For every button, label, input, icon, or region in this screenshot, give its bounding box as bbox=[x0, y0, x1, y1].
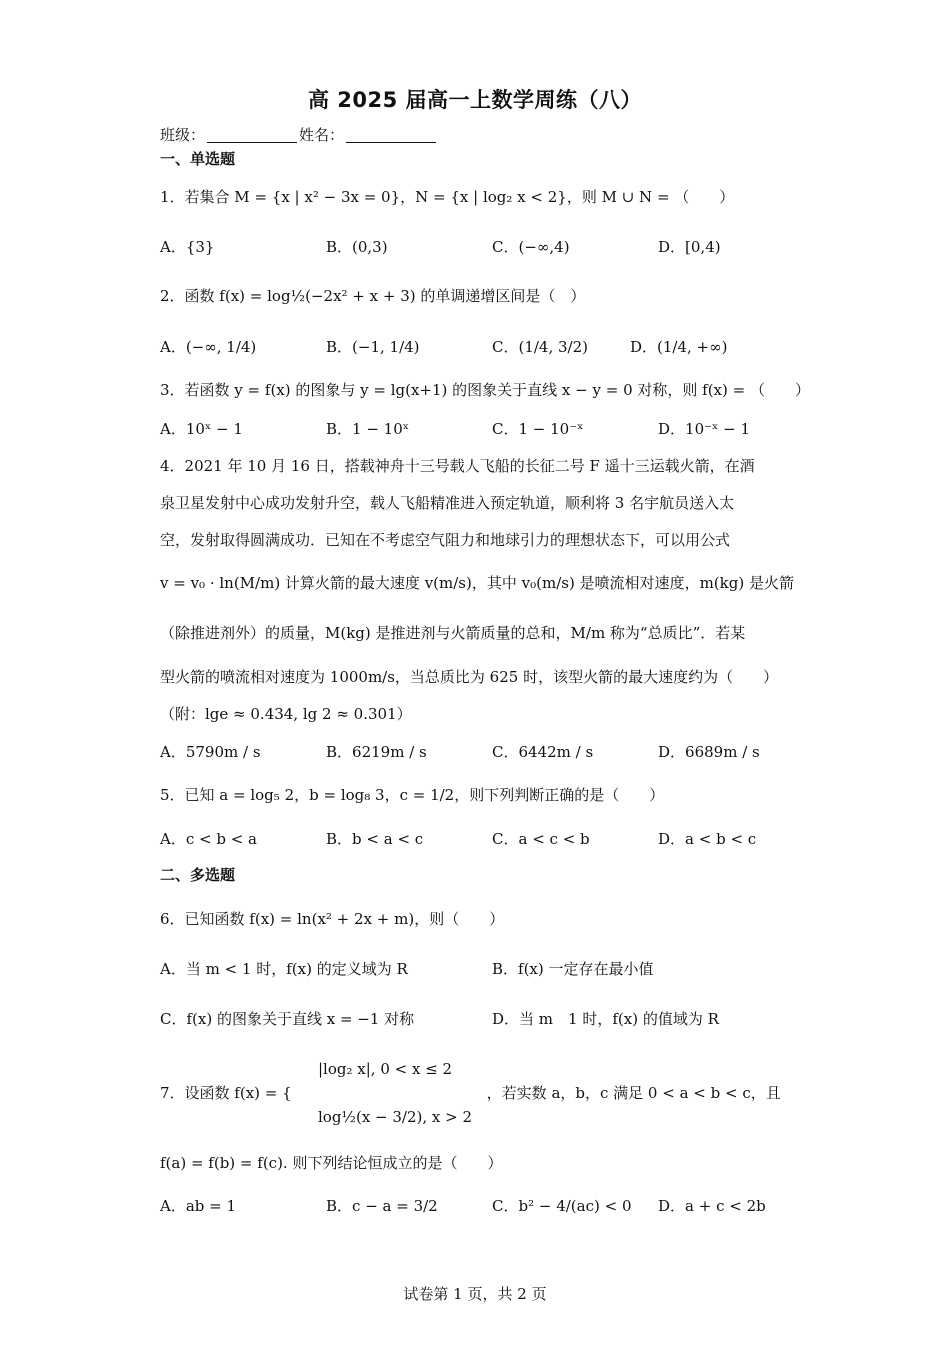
q5-option-c: C．a < c < b bbox=[492, 830, 590, 848]
q1-option-a: A．{3} bbox=[160, 238, 215, 256]
q7-option-d: D．a + c < 2b bbox=[658, 1197, 766, 1215]
q2-stem: 2．函数 f(x) = log½(−2x² + x + 3) 的单调递增区间是（ ） bbox=[160, 287, 586, 305]
q2-option-b: B．(−1, 1/4) bbox=[326, 338, 420, 356]
q4-line-4: v = v₀ · ln(M/m) 计算火箭的最大速度 v(m/s)，其中 v₀(m/s) 是喷流相对速度，m(kg) 是火箭 bbox=[160, 574, 794, 592]
q1-option-d: D．[0,4) bbox=[658, 238, 721, 256]
name-blank bbox=[346, 126, 436, 143]
q3-option-d: D．10⁻ˣ − 1 bbox=[658, 420, 751, 438]
section-single-choice: 一、单选题 bbox=[160, 150, 236, 168]
q7-stem: 7．设函数 f(x) = { ，若实数 a，b，c 满足 0 < a < b < c，且 bbox=[160, 1084, 781, 1102]
q4-line-7: （附：lge ≈ 0.434, lg 2 ≈ 0.301） bbox=[160, 705, 412, 723]
q4-line-5: （除推进剂外）的质量，M(kg) 是推进剂与火箭质量的总和，M/m 称为“总质比”．若某 bbox=[160, 624, 746, 642]
q6-option-c: C．f(x) 的图象关于直线 x = −1 对称 bbox=[160, 1010, 415, 1028]
q4-line-1: 4．2021 年 10 月 16 日，搭载神舟十三号载人飞船的长征二号 F 遥十三运载火箭，在酒 bbox=[160, 457, 755, 475]
name-label: 姓名： bbox=[299, 126, 345, 144]
q6-option-b: B．f(x) 一定存在最小值 bbox=[492, 960, 654, 978]
q5-option-b: B．b < a < c bbox=[326, 830, 424, 848]
q1-option-b: B．(0,3) bbox=[326, 238, 388, 256]
section-multi-choice: 二、多选题 bbox=[160, 866, 236, 884]
q7-option-c: C．b² − 4/(ac) < 0 bbox=[492, 1197, 632, 1215]
class-blank bbox=[207, 126, 297, 143]
q7-option-a: A．ab = 1 bbox=[160, 1197, 237, 1215]
q6-stem: 6．已知函数 f(x) = ln(x² + 2x + m)，则（ ） bbox=[160, 910, 505, 928]
q4-line-3: 空，发射取得圆满成功．已知在不考虑空气阻力和地球引力的理想状态下，可以用公式 bbox=[160, 531, 731, 549]
page-title: 高 2025 届高一上数学周练（八） bbox=[307, 88, 643, 112]
student-info bbox=[160, 124, 438, 146]
q2-option-c: C．(1/4, 3/2) bbox=[492, 338, 588, 356]
q1-stem: 1．若集合 M = {x | x² − 3x = 0}，N = {x | log₂ x < 2}，则 M ∪ N = （ ） bbox=[160, 188, 735, 206]
q7-piece-1: |log₂ x|, 0 < x ≤ 2 bbox=[318, 1060, 453, 1078]
q4-option-b: B．6219m / s bbox=[326, 743, 427, 761]
q4-option-c: C．6442m / s bbox=[492, 743, 594, 761]
q4-option-d: D．6689m / s bbox=[658, 743, 760, 761]
q7-stem-line-2: f(a) = f(b) = f(c). 则下列结论恒成立的是（ ） bbox=[160, 1154, 503, 1172]
q3-option-c: C．1 − 10⁻ˣ bbox=[492, 420, 584, 438]
page-footer: 试卷第 1 页，共 2 页 bbox=[403, 1285, 547, 1303]
q5-stem: 5．已知 a = log₅ 2，b = log₈ 3，c = 1/2，则下列判断正确的是（ ） bbox=[160, 786, 665, 804]
q4-line-6: 型火箭的喷流相对速度为 1000m/s，当总质比为 625 时，该型火箭的最大速度约为（ ） bbox=[160, 668, 779, 686]
q6-option-a: A．当 m < 1 时，f(x) 的定义域为 R bbox=[160, 960, 408, 978]
q6-option-d: D．当 m 1 时，f(x) 的值域为 R bbox=[492, 1010, 719, 1028]
class-label: 班级： bbox=[160, 126, 206, 144]
q3-option-a: A．10ˣ − 1 bbox=[160, 420, 243, 438]
q7-piece-2: log½(x − 3/2), x > 2 bbox=[318, 1108, 473, 1126]
q5-option-d: D．a < b < c bbox=[658, 830, 757, 848]
q5-option-a: A．c < b < a bbox=[160, 830, 257, 848]
q3-option-b: B．1 − 10ˣ bbox=[326, 420, 410, 438]
q2-option-d: D．(1/4, +∞) bbox=[630, 338, 728, 356]
q7-option-b: B．c − a = 3/2 bbox=[326, 1197, 438, 1215]
q3-stem: 3．若函数 y = f(x) 的图象与 y = lg(x+1) 的图象关于直线 x − y = 0 对称，则 f(x) = （ ） bbox=[160, 381, 810, 399]
q4-option-a: A．5790m / s bbox=[160, 743, 261, 761]
q4-line-2: 泉卫星发射中心成功发射升空，载人飞船精准进入预定轨道，顺利将 3 名宇航员送入太 bbox=[160, 494, 735, 512]
q1-option-c: C．(−∞,4) bbox=[492, 238, 570, 256]
q2-option-a: A．(−∞, 1/4) bbox=[160, 338, 257, 356]
